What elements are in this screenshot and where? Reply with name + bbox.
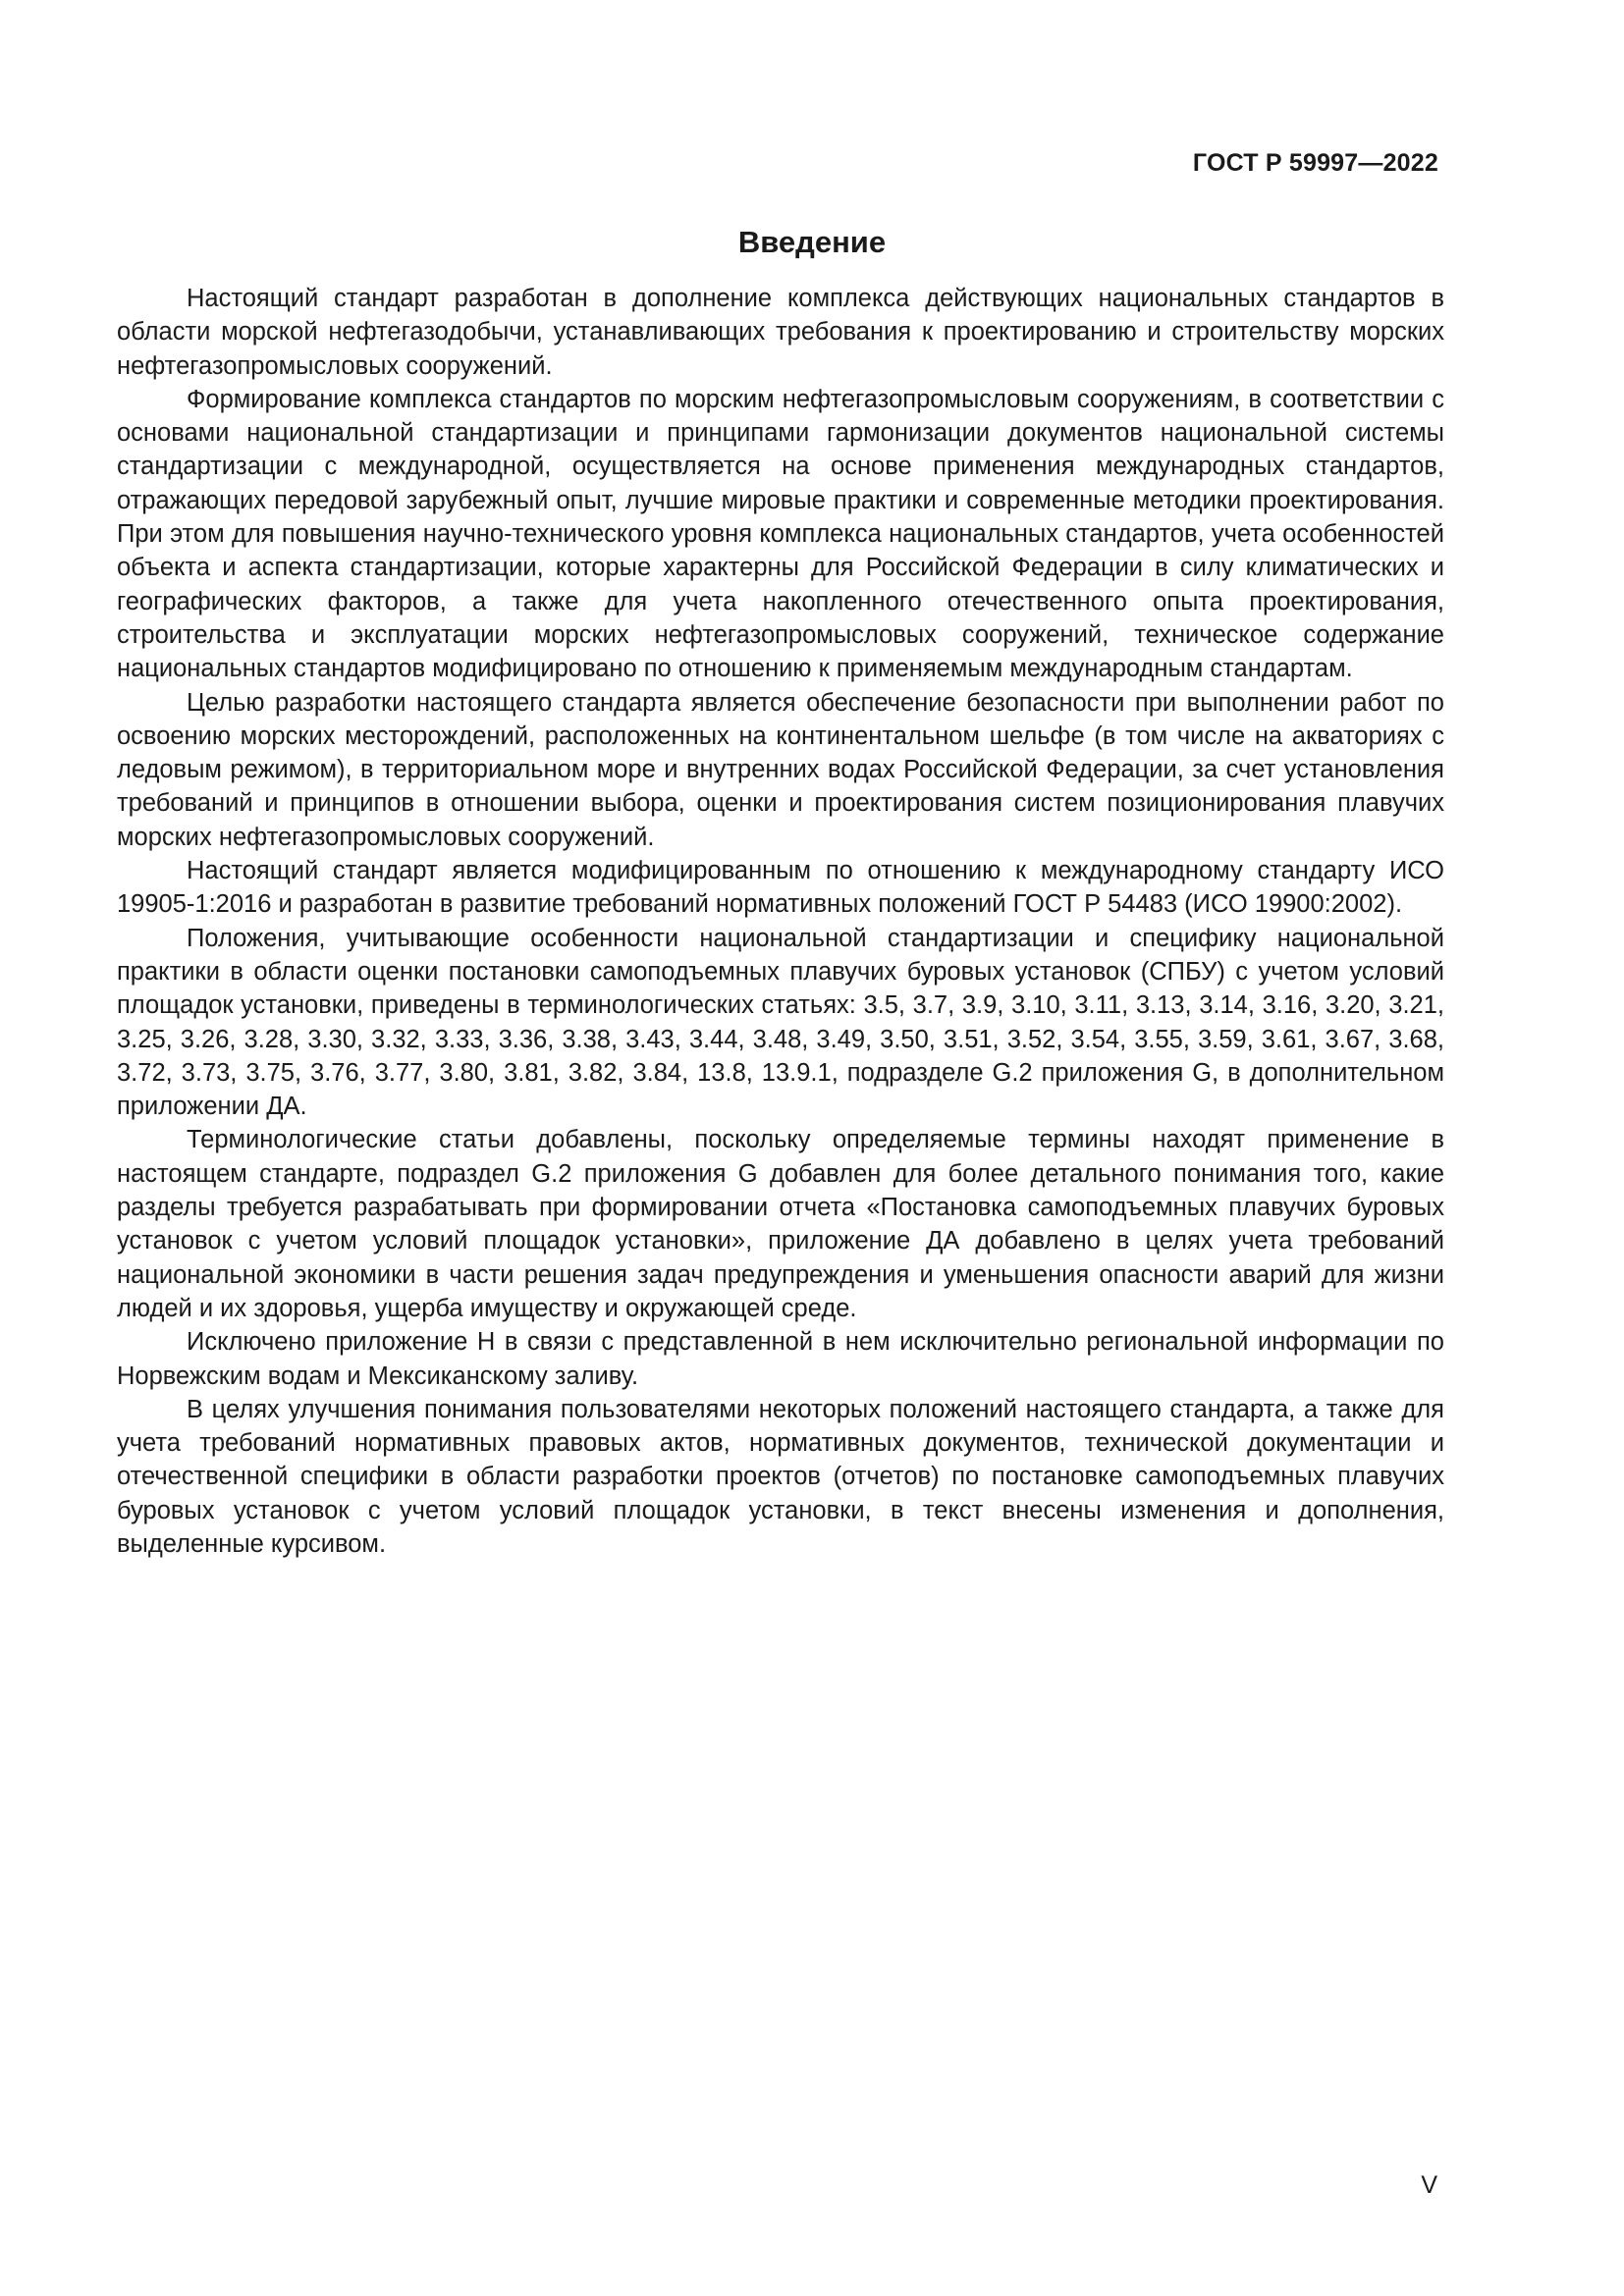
paragraph: Настоящий стандарт является модифицированным по отношению к международному стандарту ИСО 19905-1:2016 и разработан в развитие требований нормативных положений ГОСТ Р 54483 (ИСО 19900:2002). <box>117 857 1444 919</box>
paragraph: Целью разработки настоящего стандарта является обеспечение безопасности при выполнении работ по освоению морских месторождений, расположенных на континентальном шельфе (в том числе на акваториях с ледовым режимом), в территориальном море и внутренних водах Российской Федерации, за счет установления требований и принципов в отношении выбора, оценки и проектирования систем позиционирования плавучих морских нефтегазопромысловых сооружений. <box>117 688 1444 851</box>
paragraph: Терминологические статьи добавлены, поскольку определяемые термины находят применение в настоящем стандарте, подраздел G.2 приложения G добавлен для более детального понимания того, какие разделы требуется разрабатывать при формировании отчета «Постановка самоподъемных плавучих буровых установок с учетом условий площадок установки», приложение ДА добавлено в целях учета требований национальной экономики в части решения задач предупреждения и уменьшения опасности аварий для жизни людей и их здоровья, ущерба имуществу и окружающей среде. <box>117 1126 1444 1322</box>
paragraph: Формирование комплекса стандартов по морским нефтегазопромысловым сооружениям, в соответствии с основами национальной стандартизации и принципами гармонизации документов национальной системы стандартизации с международной, осуществляется на основе применения международных стандартов, отражающих передовой зарубежный опыт, лучшие мировые практики и современные методики проектирования. При этом для повышения научно-технического уровня комплекса национальных стандартов, учета особенностей объекта и аспекта стандартизации, которые характерны для Российской Федерации в силу климатических и географических факторов, а также для учета накопленного отечественного опыта проектирования, строительства и эксплуатации морских нефтегазопромысловых сооружений, техническое содержание национальных стандартов модифицировано по отношению к применяемым международным стандартам. <box>117 385 1444 683</box>
paragraph: Положения, учитывающие особенности национальной стандартизации и специфику национальной практики в области оценки постановки самоподъемных плавучих буровых установок (СПБУ) с учетом условий площадок установки, приведены в терминологических статьях: 3.5, 3.7, 3.9, 3.10, 3.11, 3.13, 3.14, 3.16, 3.20, 3.21, 3.25, 3.26, 3.28, 3.30, 3.32, 3.33, 3.36, 3.38, 3.43, 3.44, 3.48, 3.49, 3.50, 3.51, 3.52, 3.54, 3.55, 3.59, 3.61, 3.67, 3.68, 3.72, 3.73, 3.75, 3.76, 3.77, 3.80, 3.81, 3.82, 3.84, 13.8, 13.9.1, подразделе G.2 приложения G, в дополнительном приложении ДА. <box>117 924 1444 1121</box>
section-body <box>117 282 1444 1561</box>
paragraph: Исключено приложение H в связи с представленной в нем исключительно региональной информации по Норвежским водам и Мексиканскому заливу. <box>117 1328 1444 1390</box>
paragraph: В целях улучшения понимания пользователями некоторых положений настоящего стандарта, а также для учета требований нормативных правовых актов, нормативных документов, технической документации и отечественной специфики в области разработки проектов (отчетов) по постановке самоподъемных плавучих буровых установок с учетом условий площадок установки, в текст внесены изменения и дополнения, выделенные курсивом. <box>117 1395 1444 1558</box>
section-title: Введение <box>737 225 887 259</box>
paragraph: Настоящий стандарт разработан в дополнение комплекса действующих национальных стандартов в области морской нефтегазодобычи, устанавливающих требования к проектированию и строительству морских нефтегазопромысловых сооружений. <box>117 285 1444 380</box>
page-number: V <box>1421 2171 1437 2199</box>
document-code: ГОСТ Р 59997—2022 <box>1192 149 1438 177</box>
